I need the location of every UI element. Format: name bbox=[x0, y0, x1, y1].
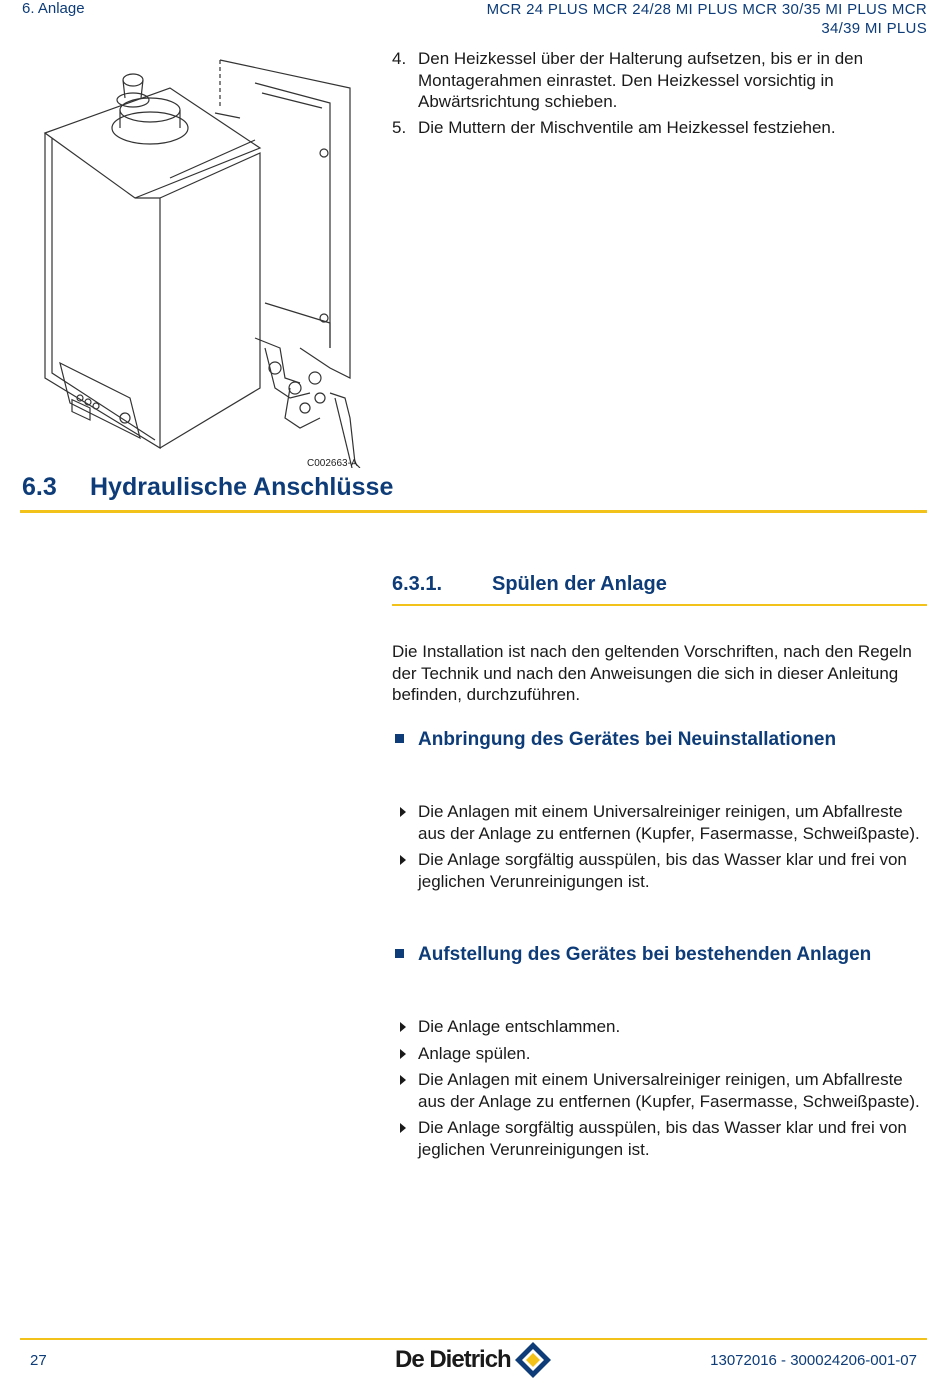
square-bullet-icon bbox=[395, 949, 404, 958]
subsection-title: Spülen der Anlage bbox=[492, 573, 667, 595]
step-text: Den Heizkessel über der Halterung aufsetzen, bis er in den Montagerahmen einrastet. Den Heizkessel vorsichtig in Abwärtsrichtung schieben. bbox=[418, 49, 864, 111]
header-section: 6. Anlage bbox=[22, 0, 85, 17]
block2-heading bbox=[395, 944, 871, 966]
brand-name: De Dietrich bbox=[395, 1346, 511, 1373]
block1-list bbox=[398, 801, 933, 897]
list-item: Die Anlage sorgfältig ausspülen, bis das Wasser klar und frei von jeglichen Verunreinigungen ist. bbox=[398, 1117, 933, 1160]
header-models bbox=[407, 0, 927, 38]
intro-paragraph: Die Installation ist nach den geltenden Vorschriften, nach den Regeln der Technik und nach den Anweisungen die sich in dieser Anleitung befinden, durchzuführen. bbox=[392, 642, 912, 704]
block2-heading-text: Aufstellung des Gerätes bei bestehenden Anlagen bbox=[418, 944, 872, 965]
block2-list bbox=[398, 1016, 933, 1165]
section-rule bbox=[20, 510, 927, 513]
step-number: 5. bbox=[392, 117, 407, 137]
header-models-line1: MCR 24 PLUS MCR 24/28 MI PLUS MCR 30/35 MI PLUS MCR bbox=[486, 1, 927, 18]
document-reference: 13072016 - 300024206-001-07 bbox=[710, 1352, 917, 1369]
section-heading bbox=[22, 473, 393, 502]
list-item: Die Anlagen mit einem Universalreiniger reinigen, um Abfallreste aus der Anlage zu entfernen (Kupfer, Fasermasse, Schweißpaste). bbox=[398, 1069, 933, 1112]
list-item: Die Anlage sorgfältig ausspülen, bis das Wasser klar und frei von jeglichen Verunreinigungen ist. bbox=[398, 849, 933, 892]
subsection-heading bbox=[392, 573, 667, 596]
brand-logo bbox=[395, 1342, 553, 1378]
diamond-logo-icon bbox=[513, 1340, 553, 1380]
square-bullet-icon bbox=[395, 734, 404, 743]
step-number: 4. bbox=[392, 49, 407, 68]
step-item bbox=[392, 48, 932, 113]
subsection-rule bbox=[392, 604, 927, 606]
list-item: Die Anlagen mit einem Universalreiniger reinigen, um Abfallreste aus der Anlage zu entfernen (Kupfer, Fasermasse, Schweißpaste). bbox=[398, 801, 933, 844]
step-item bbox=[392, 117, 932, 139]
boiler-illustration bbox=[30, 48, 370, 468]
footer-rule bbox=[20, 1338, 927, 1340]
section-number: 6.3 bbox=[22, 473, 57, 501]
block1-heading-text: Anbringung des Gerätes bei Neuinstallationen bbox=[418, 729, 837, 750]
figure-code: C002663-A bbox=[307, 458, 358, 469]
list-item: Die Anlage entschlammen. bbox=[398, 1016, 933, 1038]
section-title: Hydraulische Anschlüsse bbox=[90, 473, 394, 501]
block1-heading bbox=[395, 729, 836, 751]
header-models-line2: 34/39 MI PLUS bbox=[821, 20, 927, 37]
step-list bbox=[392, 48, 932, 142]
list-item: Anlage spülen. bbox=[398, 1043, 933, 1065]
page-number: 27 bbox=[30, 1352, 47, 1369]
step-text: Die Muttern der Mischventile am Heizkessel festziehen. bbox=[418, 117, 836, 137]
subsection-number: 6.3.1. bbox=[392, 573, 443, 595]
